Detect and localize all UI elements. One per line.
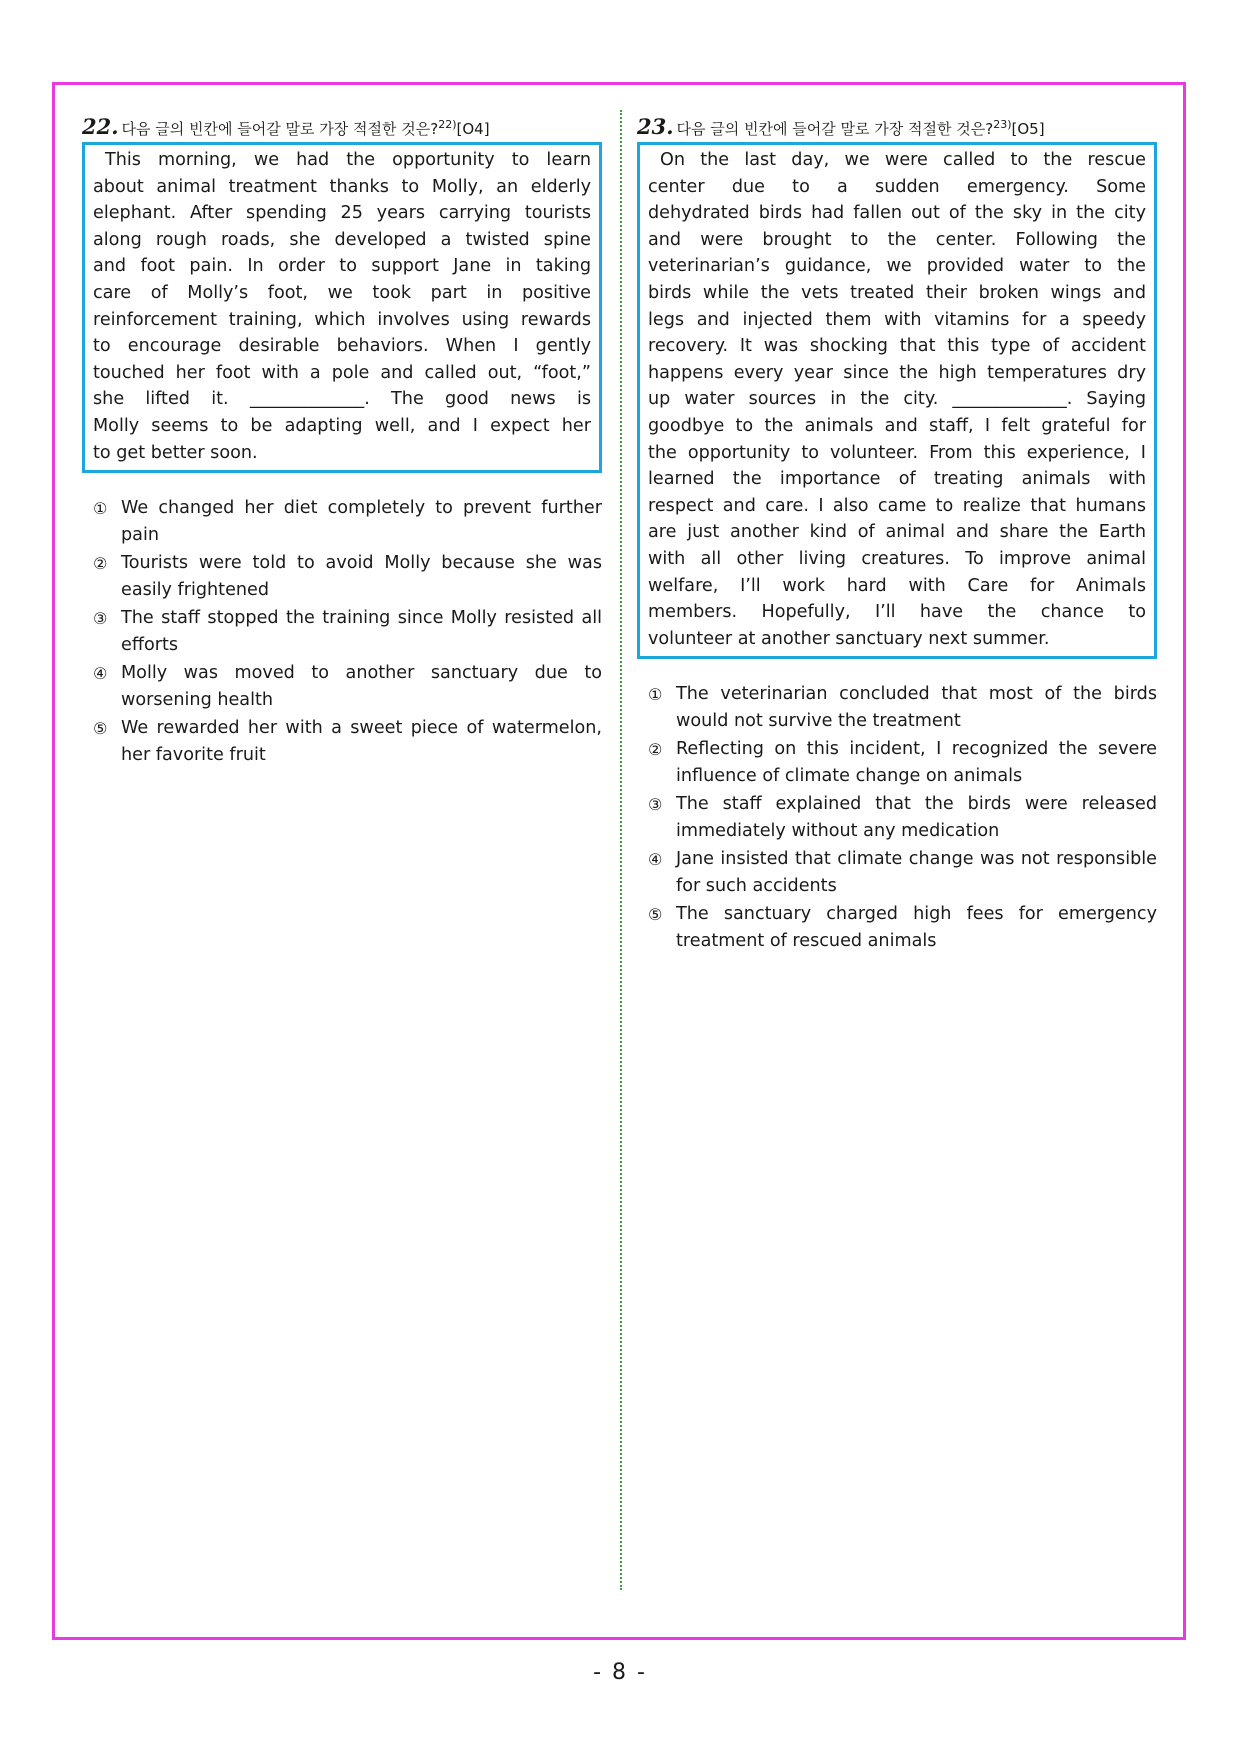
choice-text: The staff stopped the training since Molly resisted all efforts [121,608,602,656]
passage-line: goodbye to the animals and staff, I felt grateful for [648,415,1146,436]
passage-line: respect and care. I also came to realize that humans [648,495,1146,516]
passage-line: learned the importance of treating animals with [648,469,1146,490]
question-prompt: 다음 글의 빈칸에 들어갈 말로 가장 적절한 것은? [121,120,439,138]
passage-line: elephant. After spending 25 years carrying tourists [93,203,591,224]
answer-choice[interactable] [93,660,602,714]
choice-text: The sanctuary charged high fees for emergency treatment of rescued animals [676,904,1157,952]
passage-line: with all other living creatures. To improve animal [648,548,1146,569]
choice-text: Reflecting on this incident, I recognized the severe influence of climate change on animals [676,739,1157,787]
passage-line: along rough roads, she developed a twisted spine [93,229,591,250]
choice-text: We rewarded her with a sweet piece of watermelon, her favorite fruit [121,718,602,766]
choice-mark: ① [648,685,663,705]
question-number: 22. [82,114,119,139]
choice-text: Molly was moved to another sanctuary due to worsening health [121,663,602,711]
passage-line: to encourage desirable behaviors. When I gently [93,336,591,357]
choice-text: Tourists were told to avoid Molly because she was easily frightened [121,553,602,601]
choice-mark: ⑤ [93,719,108,739]
choice-mark: ② [93,554,108,574]
passage-line: welfare, I’ll work hard with Care for Animals [648,575,1146,596]
passage-box [82,142,602,473]
passage-line: birds while the vets treated their broken wings and [648,282,1146,303]
passage-line: members. Hopefully, I’ll have the chance to [648,602,1146,623]
question-22 [82,114,602,770]
choice-mark: ④ [93,664,108,684]
passage-line: about animal treatment thanks to Molly, an elderly [93,176,591,197]
passage-line: volunteer at another sanctuary next summer. [648,628,1050,649]
answer-choices [82,495,602,769]
passage-line: she lifted it. _____________. The good news is [93,389,591,410]
passage-line: up water sources in the city. _____________. Saying [648,389,1146,410]
question-23 [637,114,1157,956]
answer-choice[interactable] [648,791,1157,845]
choice-mark: ① [93,499,108,519]
passage-line: to get better soon. [93,442,258,463]
passage-line: Molly seems to be adapting well, and I expect her [93,415,591,436]
choice-mark: ③ [648,795,663,815]
choice-mark: ⑤ [648,905,663,925]
answer-choice[interactable] [648,681,1157,735]
question-header [637,114,1157,140]
question-prompt: 다음 글의 빈칸에 들어갈 말로 가장 적절한 것은? [676,120,994,138]
choice-text: We changed her diet completely to prevent further pain [121,498,602,546]
choice-text: The staff explained that the birds were released immediately without any medication [676,794,1157,842]
question-number: 23. [637,114,674,139]
answer-choice[interactable] [93,550,602,604]
passage-line: legs and injected them with vitamins for a speedy [648,309,1146,330]
passage-line: are just another kind of animal and share the Earth [648,522,1146,543]
footnote-ref: 23) [993,118,1012,131]
column-divider [620,110,622,1590]
question-code: [O4] [456,120,490,138]
passage-line: On the last day, we were called to the rescue [660,150,1146,170]
passage-line: care of Molly’s foot, we took part in positive [93,282,591,303]
choice-mark: ② [648,740,663,760]
passage-line: and foot pain. In order to support Jane in taking [93,256,591,277]
answer-choice[interactable] [93,495,602,549]
answer-choice[interactable] [648,736,1157,790]
question-header [82,114,602,140]
passage-box [637,142,1157,659]
choice-mark: ③ [93,609,108,629]
passage-line: and were brought to the center. Following the [648,229,1146,250]
passage-line: touched her foot with a pole and called out, “foot,” [93,362,591,383]
answer-choice[interactable] [93,715,602,769]
choice-text: Jane insisted that climate change was not responsible for such accidents [676,849,1157,897]
choice-text: The veterinarian concluded that most of the birds would not survive the treatment [676,684,1157,732]
passage-line: happens every year since the high temperatures dry [648,362,1146,383]
passage-line: center due to a sudden emergency. Some [648,176,1146,197]
passage-line: recovery. It was shocking that this type of accident [648,336,1146,357]
passage-line: the opportunity to volunteer. From this experience, I [648,442,1146,463]
answer-choice[interactable] [648,901,1157,955]
answer-choice[interactable] [93,605,602,659]
answer-choice[interactable] [648,846,1157,900]
passage-line: dehydrated birds had fallen out of the sky in the city [648,203,1146,224]
passage-line: This morning, we had the opportunity to learn [105,150,591,170]
choice-mark: ④ [648,850,663,870]
answer-choices [637,681,1157,955]
footnote-ref: 22) [438,118,457,131]
page-number: - 8 - [593,1660,647,1685]
passage-line: veterinarian’s guidance, we provided water to the [648,256,1146,277]
passage-line: reinforcement training, which involves using rewards [93,309,591,330]
question-code: [O5] [1011,120,1045,138]
